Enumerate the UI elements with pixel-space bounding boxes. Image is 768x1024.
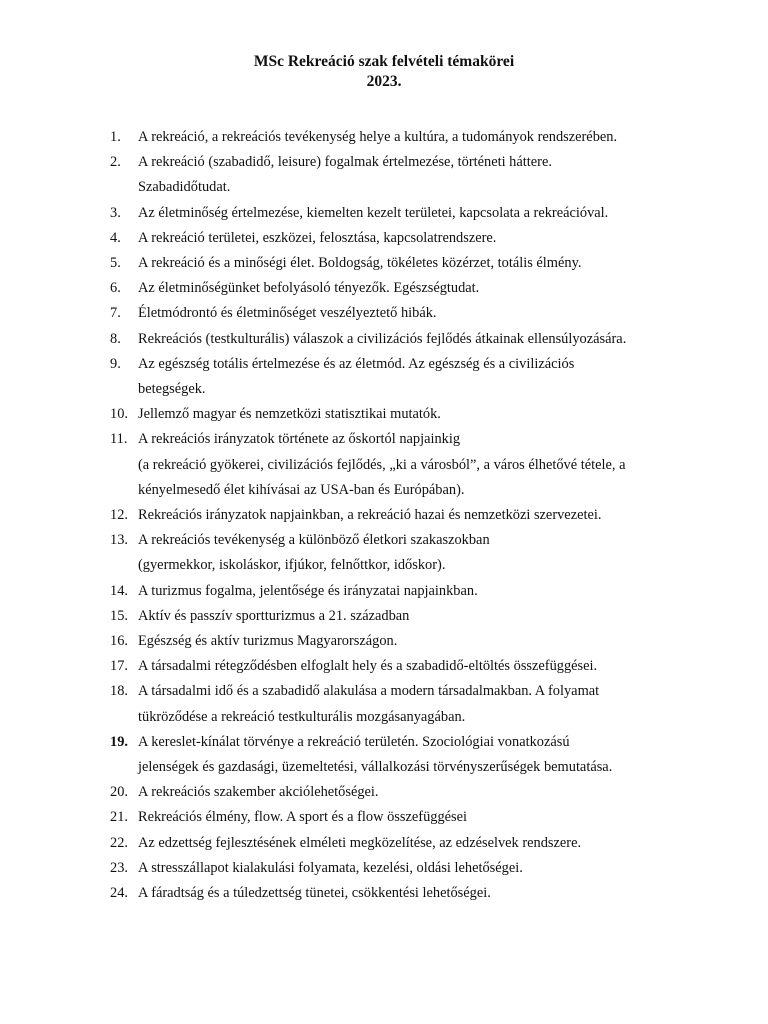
topic-text-line: A rekreációs szakember akciólehetőségei. bbox=[138, 784, 379, 801]
topic-text-line: Az egészség totális értelmezése és az életmód. Az egészség és a civilizációs bbox=[138, 355, 575, 372]
topic-text-line: A stresszállapot kialakulási folyamata, kezelési, oldási lehetőségei. bbox=[138, 859, 523, 876]
topic-text-line: A társadalmi idő és a szabadidő alakulása a modern társadalmakban. A folyamat bbox=[138, 683, 600, 700]
topic-text bbox=[0, 150, 668, 200]
topic-text-line: Az életminőségünket befolyásoló tényezők. Egészségtudat. bbox=[138, 280, 480, 297]
topic-number: 6. bbox=[110, 280, 121, 297]
topic-item bbox=[0, 881, 768, 906]
topic-number: 15. bbox=[110, 607, 128, 624]
topic-item bbox=[0, 301, 768, 326]
topic-item bbox=[0, 327, 768, 352]
topic-item bbox=[0, 831, 768, 856]
topic-number: 16. bbox=[110, 633, 128, 650]
topic-number: 4. bbox=[110, 229, 121, 246]
topic-item bbox=[0, 805, 768, 830]
topic-item bbox=[0, 528, 768, 578]
topic-text-line: betegségek. bbox=[138, 381, 206, 398]
topic-text-line: (a rekreáció gyökerei, civilizációs fejlődés, „ki a városból”, a város élhetővé tétele, a bbox=[138, 456, 626, 473]
topic-item bbox=[0, 780, 768, 805]
topic-text-line: tükröződése a rekreáció testkulturális mozgásanyagában. bbox=[138, 708, 466, 725]
topic-number: 3. bbox=[110, 204, 121, 221]
topic-text bbox=[0, 352, 668, 402]
topic-text-line: A rekreáció területei, eszközei, felosztása, kapcsolatrendszere. bbox=[138, 229, 497, 246]
topic-text-line: A rekreáció és a minőségi élet. Boldogság, tökéletes közérzet, totális élmény. bbox=[138, 255, 582, 272]
topic-text-line: A fáradtság és a túledzettség tünetei, csökkentési lehetőségei. bbox=[138, 885, 491, 902]
topic-text bbox=[0, 327, 668, 352]
topic-text bbox=[0, 125, 668, 150]
topic-text-line: kényelmesedő élet kihívásai az USA-ban és Európában). bbox=[138, 481, 465, 498]
topic-text bbox=[0, 427, 668, 503]
title-line-1: MSc Rekreáció szak felvételi témakörei bbox=[253, 53, 515, 70]
topic-text-line: Rekreációs (testkulturális) válaszok a civilizációs fejlődés átkainak ellensúlyozására. bbox=[138, 330, 627, 347]
topic-text bbox=[0, 881, 668, 906]
topic-text-line: Aktív és passzív sportturizmus a 21. században bbox=[138, 607, 410, 624]
topic-item bbox=[0, 276, 768, 301]
topic-text-line: Egészség és aktív turizmus Magyarországon. bbox=[138, 633, 398, 650]
topic-number: 18. bbox=[110, 683, 128, 700]
topic-text-line: A turizmus fogalma, jelentősége és irányzatai napjainkban. bbox=[138, 582, 478, 599]
topic-number: 22. bbox=[110, 834, 128, 851]
topic-text bbox=[0, 251, 668, 276]
topic-number: 10. bbox=[110, 406, 128, 423]
topic-item bbox=[0, 679, 768, 729]
topic-text bbox=[0, 730, 668, 780]
document-title bbox=[0, 52, 768, 92]
topic-item bbox=[0, 427, 768, 503]
topic-text-line: Életmódrontó és életminőséget veszélyeztető hibák. bbox=[138, 305, 437, 322]
topic-item bbox=[0, 201, 768, 226]
topic-text-line: A rekreáció (szabadidő, leisure) fogalmak értelmezése, történeti háttere. bbox=[138, 154, 552, 171]
topic-number: 14. bbox=[110, 582, 128, 599]
topic-text bbox=[0, 805, 668, 830]
topic-text-line: Rekreációs irányzatok napjainkban, a rekreáció hazai és nemzetközi szervezetei. bbox=[138, 507, 602, 524]
topic-text bbox=[0, 629, 668, 654]
topic-text-line: A rekreációs irányzatok története az őskortól napjainkig bbox=[138, 431, 461, 448]
topic-text-line: A rekreációs tevékenység a különböző életkori szakaszokban bbox=[138, 532, 490, 549]
topic-text bbox=[0, 276, 668, 301]
topic-text-line: Az edzettség fejlesztésének elméleti megközelítése, az edzéselvek rendszere. bbox=[138, 834, 582, 851]
topic-number: 19. bbox=[110, 733, 128, 750]
topic-number: 2. bbox=[110, 154, 121, 171]
topic-item bbox=[0, 402, 768, 427]
topic-number: 9. bbox=[110, 355, 121, 372]
topic-text bbox=[0, 528, 668, 578]
topic-text bbox=[0, 503, 668, 528]
topic-number: 23. bbox=[110, 859, 128, 876]
topic-text bbox=[0, 226, 668, 251]
topic-number: 8. bbox=[110, 330, 121, 347]
topic-list bbox=[0, 125, 768, 906]
topic-text bbox=[0, 579, 668, 604]
topic-item bbox=[0, 251, 768, 276]
topic-item bbox=[0, 503, 768, 528]
topic-item bbox=[0, 150, 768, 200]
topic-text-line: (gyermekkor, iskoláskor, ifjúkor, felnőttkor, időskor). bbox=[138, 557, 446, 574]
topic-number: 13. bbox=[110, 532, 128, 549]
topic-item bbox=[0, 579, 768, 604]
topic-text bbox=[0, 654, 668, 679]
topic-number: 1. bbox=[110, 129, 121, 145]
topic-text-line: Szabadidőtudat. bbox=[138, 179, 231, 196]
topic-item bbox=[0, 226, 768, 251]
topic-text-line: A társadalmi rétegződésben elfoglalt hely és a szabadidő-eltöltés összefüggései. bbox=[138, 658, 598, 675]
topic-number: 21. bbox=[110, 809, 128, 826]
topic-text bbox=[0, 604, 668, 629]
topic-number: 24. bbox=[110, 885, 128, 902]
topic-number: 17. bbox=[110, 658, 128, 675]
topic-text-line: Jellemző magyar és nemzetközi statisztikai mutatók. bbox=[138, 406, 441, 423]
topic-text bbox=[0, 402, 668, 427]
topic-number: 5. bbox=[110, 255, 121, 272]
topic-number: 7. bbox=[110, 305, 121, 322]
topic-text bbox=[0, 201, 668, 226]
topic-item bbox=[0, 352, 768, 402]
topic-item bbox=[0, 730, 768, 780]
topic-item bbox=[0, 629, 768, 654]
topic-text bbox=[0, 856, 668, 881]
topic-item bbox=[0, 125, 768, 150]
topic-item bbox=[0, 856, 768, 881]
topic-item bbox=[0, 654, 768, 679]
topic-text bbox=[0, 301, 668, 326]
topic-number: 12. bbox=[110, 507, 128, 524]
topic-text-line: Az életminőség értelmezése, kiemelten kezelt területei, kapcsolata a rekreációval. bbox=[138, 204, 609, 221]
topic-item bbox=[0, 604, 768, 629]
topic-text bbox=[0, 780, 668, 805]
topic-text bbox=[0, 679, 668, 729]
topic-text-line: jelenségek és gazdasági, üzemeltetési, vállalkozási törvényszerűségek bemutatása. bbox=[138, 759, 613, 776]
title-line-2: 2023. bbox=[366, 73, 402, 90]
topic-text-line: A rekreáció, a rekreációs tevékenység helye a kultúra, a tudományok rendszerében. bbox=[138, 129, 618, 145]
topic-number: 11. bbox=[110, 431, 128, 448]
topic-text bbox=[0, 831, 668, 856]
topic-text-line: Rekreációs élmény, flow. A sport és a flow összefüggései bbox=[138, 809, 468, 826]
topic-text-line: A kereslet-kínálat törvénye a rekreáció területén. Szociológiai vonatkozású bbox=[138, 733, 570, 750]
topic-number: 20. bbox=[110, 784, 128, 801]
